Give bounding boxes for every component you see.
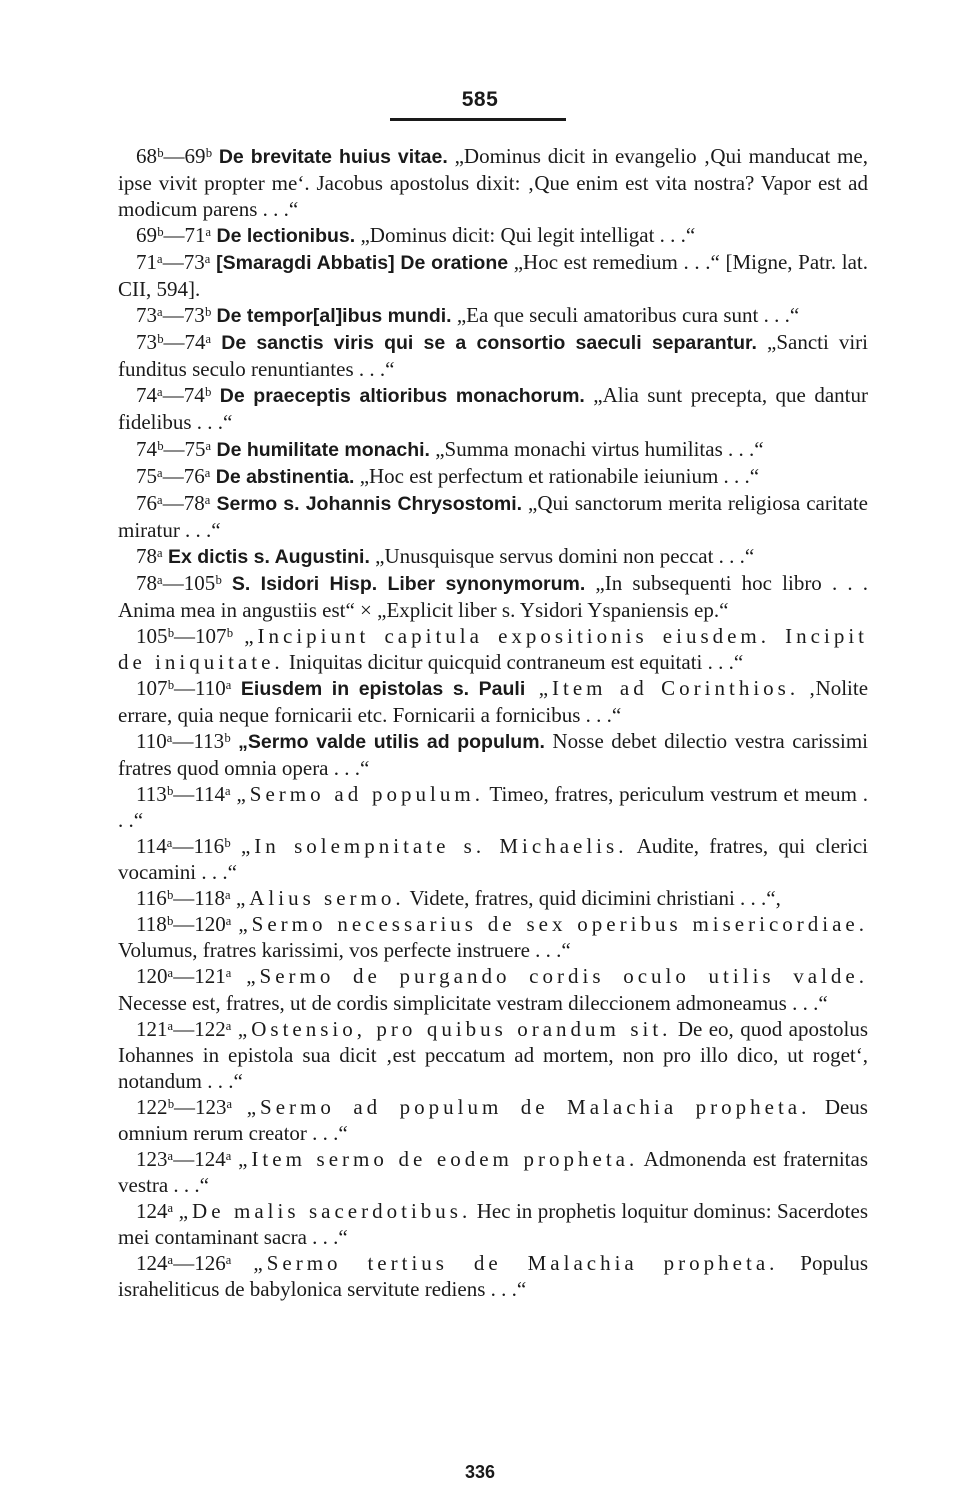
folio-range: 76ᵃ—78ᵃ [136, 490, 211, 515]
entry-title: De lectionibus. [216, 225, 356, 248]
entry-incipit: „In subsequenti hoc libro . . . Anima mea in angustiis est“ × „Explicit liber s. Ysidori Yspaniensis ep.“ [118, 570, 869, 622]
catalog-entry [118, 623, 868, 675]
catalog-entry [118, 1094, 868, 1146]
entry-title: De humilitate monachi. [216, 438, 430, 461]
entry-incipit: Timeo, fratres, periculum vestrum et meum . . .“ [118, 782, 868, 833]
catalog-entry [118, 1016, 868, 1094]
catalog-entry [118, 143, 868, 222]
entry-title: De tempor[al]ibus mundi. [216, 305, 452, 328]
entry-title: [Smaragdi Abbatis] De oratione [216, 252, 509, 275]
entry-incipit: Volumus, fratres karissimi, vos perfecte instruere . . .“ [118, 938, 571, 963]
catalog-entry [118, 675, 868, 728]
folio-range: 68ᵇ—69ᵇ [136, 144, 213, 168]
entry-incipit: „Ea que seculi amatoribus cura sunt . . .“ [451, 303, 800, 328]
manuscript-description [118, 143, 868, 1302]
folio-range: 122ᵇ—123ᵃ [136, 1094, 233, 1119]
entry-incipit: „Dominus dicit in evangelio ‚Qui manducat me, ipse vivit propter me‘. Jacobus apostolus dixit: ‚Que enim est vita nostra? Vapor est ad modicum parens . . .“ [118, 144, 868, 222]
entry-incipit: „Dominus dicit: Qui legit intelligat . . .“ [355, 223, 696, 248]
catalog-entry [118, 382, 868, 435]
folio-range: 124ᵃ—126ᵃ [136, 1250, 232, 1275]
folio-range: 110ᵃ—113ᵇ [136, 729, 231, 754]
spaced-title: „Item sermo de eodem propheta. [238, 1146, 639, 1171]
entry-title: De abstinentia. [215, 465, 355, 488]
catalog-entry [118, 1250, 868, 1302]
spaced-title: „Sermo de purgando cordis oculo utilis valde. [246, 964, 868, 989]
catalog-entry [118, 329, 868, 382]
spaced-title: „Sermo tertius de Malachia propheta. [253, 1250, 779, 1275]
catalog-entry [118, 728, 868, 781]
folio-range: 123ᵃ—124ᵃ [136, 1146, 232, 1171]
folio-range: 124ᵃ [136, 1198, 174, 1223]
spaced-title: „Sermo ad populum de Malachia propheta. [246, 1094, 811, 1119]
entry-title: Sermo s. Johannis Chrysostomi. [216, 492, 523, 515]
folio-range: 105ᵇ—107ᵇ [136, 623, 234, 648]
folio-range: 113ᵇ—114ᵃ [136, 782, 231, 807]
catalog-entry [118, 543, 868, 570]
entry-incipit: Videte, fratres, quid dicimini christiani . . .“, [404, 886, 781, 911]
entry-incipit: „Alia sunt precepta, que dantur fidelibus . . .“ [118, 383, 869, 435]
entry-incipit: „Hoc est perfectum et rationabile ieiunium . . .“ [354, 463, 760, 488]
entry-title: De sanctis viris qui se a consortio saeculi separantur. [221, 332, 757, 355]
entry-title: „Sermo valde utilis ad populum. [238, 731, 545, 754]
entry-incipit: Audite, fratres, qui clerici vocamini . . .“ [118, 834, 869, 885]
catalog-entry [118, 249, 868, 302]
folio-range: 121ᵃ—122ᵃ [136, 1016, 232, 1041]
header-rule [390, 118, 566, 121]
catalog-entry [118, 781, 868, 833]
catalog-entry [118, 833, 868, 885]
catalog-entry [118, 885, 868, 911]
entry-incipit: Nosse debet dilectio vestra carissimi fratres quod omnia opera . . .“ [118, 729, 869, 781]
spaced-title: „In solempnitate s. Michaelis. [240, 834, 628, 859]
entry-incipit: Admonenda est fraternitas vestra . . .“ [118, 1146, 868, 1197]
entry-incipit: De eo, quod apostolus Iohannes in epistola sua dicit ‚est peccatum ad mortem, non pro illo dico, ut roget‘, notandum . . .“ [118, 1016, 868, 1093]
folio-range: 116ᵇ—118ᵃ [136, 886, 231, 911]
catalog-entry [118, 302, 868, 329]
spaced-title: „Incipiunt capitula expositionis eiusdem. Incipit de iniquitate. [118, 623, 868, 674]
catalog-entry [118, 490, 868, 543]
entry-incipit: „Qui sanctorum merita religiosa caritate miratur . . .“ [118, 490, 868, 542]
spaced-title: „De malis sacerdotibus. [178, 1198, 472, 1223]
catalog-entry [118, 1146, 868, 1198]
entry-title: Ex dictis s. Augustini. [168, 545, 370, 568]
entry-incipit: „Unusquisque servus domini non peccat . . .“ [369, 543, 755, 568]
catalog-entry [118, 436, 868, 463]
footer-signature-number: 336 [464, 1462, 496, 1482]
entry-incipit: ‚Nolite errare, quia neque fornicarii etc. Fornicarii a fornicibus . . .“ [118, 675, 869, 727]
folio-range: 78ᵃ—105ᵇ [136, 570, 222, 595]
spaced-title: „Item ad Corinthios. [525, 675, 800, 700]
entry-incipit: Necesse est, fratres, ut de cordis simplicitate vestram dileccionem admoneamus . . .“ [118, 990, 828, 1015]
folio-range: 118ᵇ—120ᵃ [136, 912, 232, 937]
entry-incipit: Iniquitas dicitur quicquid contraneum est equitati . . .“ [283, 649, 744, 674]
folio-range: 71ᵃ—73ᵃ [136, 250, 211, 275]
entry-incipit: Populus israheliticus de babylonica servitute rediens . . .“ [118, 1250, 868, 1302]
folio-range: 75ᵃ—76ᵃ [136, 463, 211, 488]
entry-incipit: „Hoc est remedium . . .“ [Migne, Patr. lat. CII, 594]. [118, 250, 868, 302]
entry-incipit: Hec in prophetis loquitur dominus: Sacerdotes mei contaminant sacra . . .“ [118, 1198, 869, 1249]
folio-range: 73ᵃ—73ᵇ [136, 303, 212, 328]
folio-range: 74ᵃ—74ᵇ [136, 383, 212, 408]
folio-range: 114ᵃ—116ᵇ [136, 834, 231, 859]
catalog-entry [118, 911, 868, 963]
catalog-entry [118, 463, 868, 490]
entry-title: De brevitate huius vitae. [218, 146, 448, 168]
catalog-entry [118, 222, 868, 249]
catalog-entry [118, 570, 868, 623]
entry-title: De praeceptis altioribus monachorum. [219, 385, 585, 408]
folio-range: 73ᵇ—74ᵃ [136, 330, 212, 355]
page-number: 585 [461, 88, 499, 111]
catalog-entry [118, 963, 868, 1015]
spaced-title: „Sermo necessarius de sex operibus misericordiae. [238, 912, 869, 937]
catalog-entry [118, 1198, 868, 1250]
folio-range: 107ᵇ—110ᵃ [136, 675, 232, 700]
entry-incipit: Deus omnium rerum creator . . .“ [118, 1094, 868, 1145]
spaced-title: „Sermo ad populum. [236, 782, 484, 807]
spaced-title: „Alius sermo. [235, 886, 405, 911]
entry-title: S. Isidori Hisp. Liber synonymorum. [231, 572, 586, 595]
folio-range: 120ᵃ—121ᵃ [136, 964, 232, 989]
folio-range: 69ᵇ—71ᵃ [136, 223, 212, 248]
spaced-title: „Ostensio, pro quibus orandum sit. [237, 1016, 672, 1041]
folio-range: 78ᵃ [136, 543, 163, 568]
entry-incipit: „Summa monachi virtus humilitas . . .“ [429, 436, 764, 461]
entry-title: Eiusdem in epistolas s. Pauli [240, 677, 526, 700]
entry-incipit: „Sancti viri funditus seculo renuntiantes . . .“ [118, 330, 868, 382]
folio-range: 74ᵇ—75ᵃ [136, 436, 212, 461]
